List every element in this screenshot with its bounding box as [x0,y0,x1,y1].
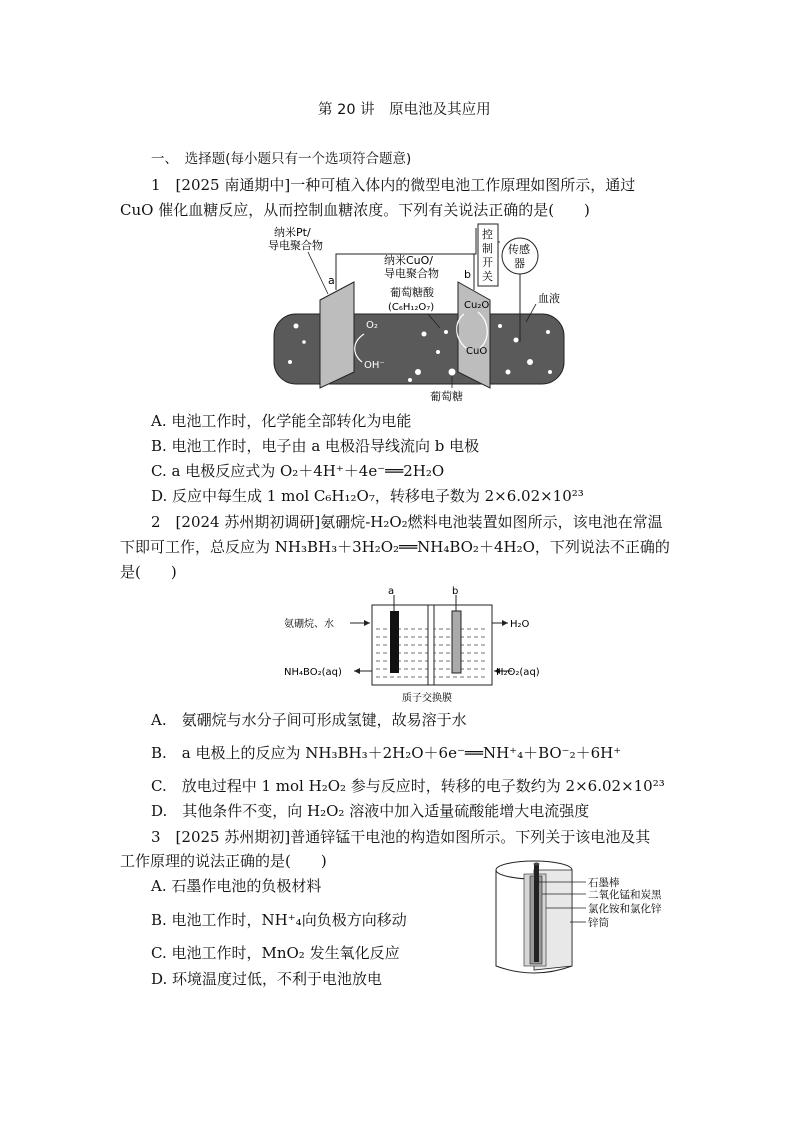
q1-option-c: C. a 电极反应式为 O₂＋4H⁺＋4e⁻══2H₂O [151,462,445,480]
o2-label: O₂ [366,320,378,331]
q3-stem-line1: 3 [2025 苏州期初]普通锌锰干电池的构造如图所示。下列关于该电池及其 [151,828,651,846]
electrode-b-plate [458,282,490,388]
glucose-label: 葡萄糖 [430,390,463,403]
electrode-a-label: a [328,274,335,287]
q3-stem-line2: 工作原理的说法正确的是( ) [120,852,327,870]
sensor-label: 器 [514,257,525,270]
oh-label: OH⁻ [364,360,385,371]
electrode-a-label: a [388,586,395,597]
electrode-a-plate [320,282,354,388]
membrane-label: 质子交换膜 [402,693,452,704]
q3-option-c: C. 电池工作时，MnO₂ 发生氧化反应 [151,944,400,962]
outlet-left-label: NH₄BO₂(aq) [284,667,342,678]
electrode-b [452,611,461,673]
q3-figure [494,858,676,982]
q3-option-b: B. 电池工作时，NH⁺₄向负极方向移动 [151,911,407,929]
graphite-rod [534,864,539,962]
proton-exchange-membrane [428,605,434,685]
q2-stem-line2: 下即可工作，总反应为 NH₃BH₃＋3H₂O₂══NH₄BO₂＋4H₂O，下列说法不正确的 [120,538,670,556]
q2-stem-line1: 2 [2024 苏州期初调研]氨硼烷-H₂O₂燃料电池装置如图所示，该电池在常温 [151,513,663,531]
q1-stem-line1: 1 [2025 南通期中]一种可植入体内的微型电池工作原理如图所示，通过 [151,176,636,194]
electrolyte-label: 氯化铵和氯化锌 [588,903,662,915]
q2-option-d: D. 其他条件不变，向 H₂O₂ 溶液中加入适量硫酸能增大电流强度 [151,802,590,820]
switch-char: 关 [482,270,493,283]
electrode-a [390,611,399,673]
q2-figure [284,585,546,707]
blood-label: 血液 [538,292,560,305]
electrode-b-label: b [464,268,471,281]
mno2-label: 二氧化锰和炭黑 [588,889,662,901]
electrode-b-label: b [452,586,459,597]
left-electrode-label: 导电聚合物 [268,239,323,252]
cuo-label: CuO [466,346,488,357]
q1-option-b: B. 电池工作时，电子由 a 电极沿导线流向 b 电极 [151,437,480,455]
q1-stem-line2: CuO 催化血糖反应，从而控制血糖浓度。下列有关说法正确的是( ) [120,201,590,219]
sensor-label: 传感 [508,243,530,256]
q2-option-c: C. 放电过程中 1 mol H₂O₂ 参与反应时，转移的电子数约为 2×6.02×10²³ [151,777,665,795]
inlet-right-label: H₂O₂(aq) [496,667,540,678]
q2-stem-line3: 是( ) [120,563,177,581]
left-electrode-label: 纳米Pt/ [274,226,311,239]
q1-option-d: D. 反应中每生成 1 mol C₆H₁₂O₇，转移电子数为 2×6.02×10²³ [151,487,584,505]
mid-electrode-label: 导电聚合物 [384,267,439,280]
switch-char: 开 [482,256,493,269]
switch-char: 控 [482,228,493,241]
outlet-right-label: H₂O [510,619,530,630]
graphite-rod-label: 石墨棒 [588,877,620,889]
q2-option-a: A. 氨硼烷与水分子间可形成氢键，故易溶于水 [151,711,467,729]
q1-option-a: A. 电池工作时，化学能全部转化为电能 [151,412,412,430]
q1-figure [268,222,578,404]
inlet-left-label: 氨硼烷、水 [284,619,334,630]
mid-electrode-label: 纳米CuO/ [384,254,434,267]
cu2o-label: Cu₂O [464,300,490,311]
q2-option-b: B. a 电极上的反应为 NH₃BH₃＋2H₂O＋6e⁻══NH⁺₄＋BO⁻₂＋6H⁺ [151,744,622,762]
q3-option-a: A. 石墨作电池的负极材料 [151,877,322,895]
switch-char: 制 [482,242,493,255]
gluconic-acid-formula: (C₆H₁₂O₇) [388,302,435,313]
page-title: 第 20 讲 原电池及其应用 [318,102,491,118]
section-heading: 一、 选择题(每小题只有一个选项符合题意) [151,151,412,167]
zinc-can-label: 锌筒 [588,917,609,929]
q3-option-d: D. 环境温度过低，不利于电池放电 [151,970,383,988]
gluconic-acid-label: 葡萄糖酸 [390,286,434,299]
